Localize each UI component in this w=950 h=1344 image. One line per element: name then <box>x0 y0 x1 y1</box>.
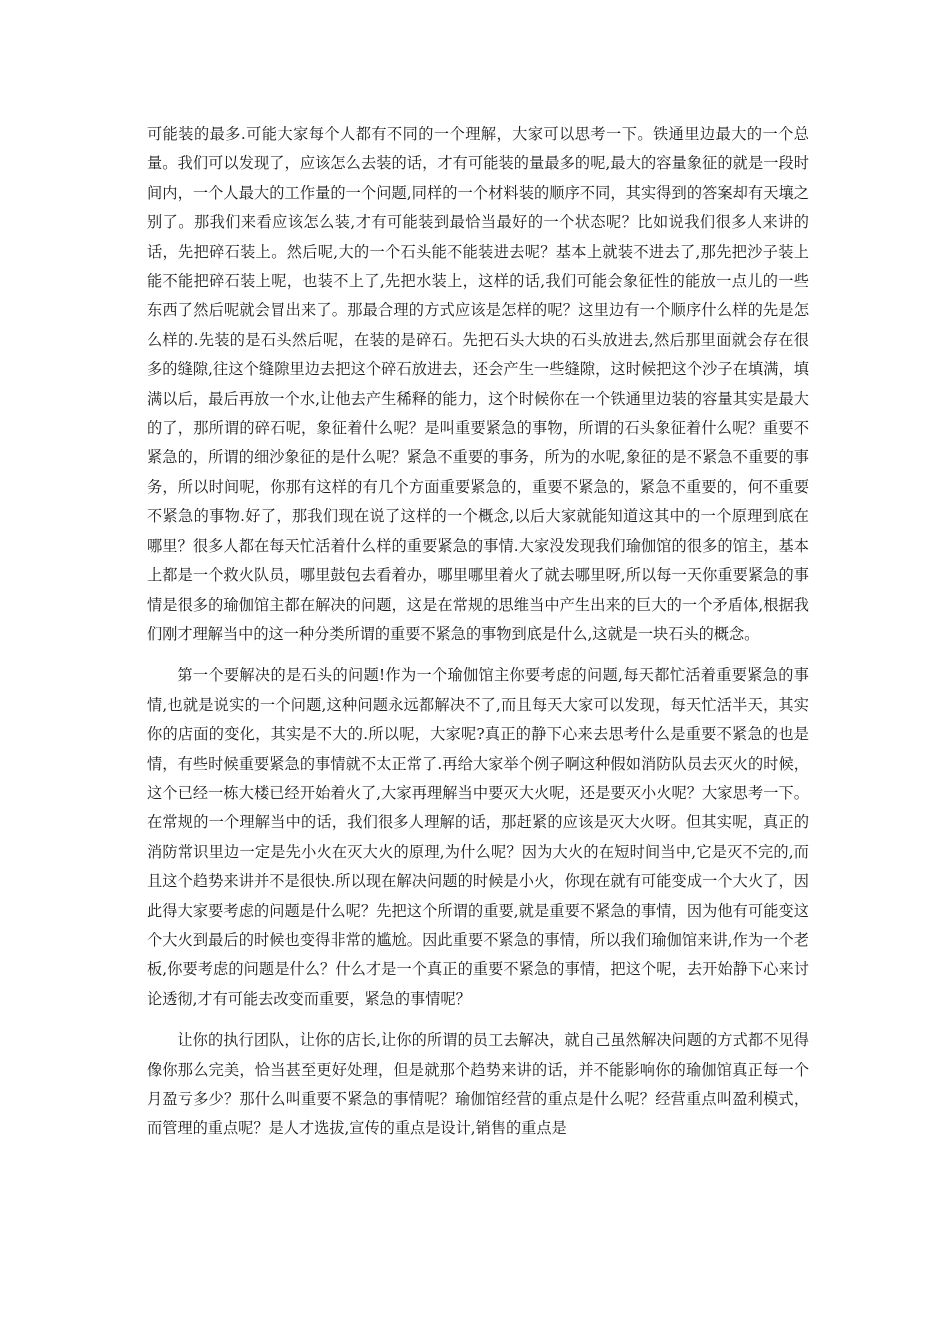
paragraph-spacer <box>147 649 809 661</box>
document-body <box>147 120 809 1144</box>
paragraph-3: 让你的执行团队，让你的店长,让你的所谓的员工去解决，就自己虽然解决问题的方式都不见得像你那么完美，恰当甚至更好处理，但是就那个趋势来讲的话，并不能影响你的瑜伽馆真正每一个月盈亏多少？那什么叫重要不紧急的事情呢？瑜伽馆经营的重点是什么呢？经营重点叫盈利模式，而管理的重点呢？是人才选拔,宣传的重点是设计,销售的重点是 <box>147 1031 809 1138</box>
paragraph-spacer <box>147 1014 809 1026</box>
paragraph-2: 第一个要解决的是石头的问题!作为一个瑜伽馆主你要考虑的问题,每天都忙活着重要紧急的事情,也就是说实的一个问题,这种问题永远都解决不了,而且每天大家可以发现，每天忙活半天，其实你的店面的变化，其实是不大的.所以呢，大家呢?真正的静下心来去思考什么是重要不紧急的也是情，有些时候重要紧急的事情就不太正常了.再给大家举个例子啊这种假如消防队员去灭火的时候，这个已经一栋大楼已经开始着火了,大家再理解当中要灭大火呢，还是要灭小火呢？大家思考一下。在常规的一个理解当中的话，我们很多人理解的话，那赶紧的应该是灭大火呀。但其实呢，真正的消防常识里边一定是先小火在灭大火的原理,为什么呢？因为大火的在短时间当中,它是灭不完的,而且这个趋势来讲并不是很快.所以现在解决问题的时候是小火，你现在就有可能变成一个大火了，因此得大家要考虑的问题是什么呢？先把这个所谓的重要,就是重要不紧急的事情，因为他有可能变这个大火到最后的时候也变得非常的尴尬。因此重要不紧急的事情，所以我们瑜伽馆来讲,作为一个老板,你要考虑的问题是什么？什么才是一个真正的重要不紧急的事情，把这个呢，去开始静下心来讨论透彻,才有可能去改变而重要，紧急的事情呢？ <box>147 666 809 1008</box>
paragraph-1: 可能装的最多.可能大家每个人都有不同的一个理解，大家可以思考一下。铁通里边最大的一个总量。我们可以发现了，应该怎么去装的话，才有可能装的量最多的呢,最大的容量象征的就是一段时间内，一个人最大的工作量的一个问题,同样的一个材料装的顺序不同，其实得到的答案却有天壤之别了。那我们来看应该怎么装,才有可能装到最恰当最好的一个状态呢？比如说我们很多人来讲的话，先把碎石装上。然后呢,大的一个石头能不能装进去呢？基本上就装不进去了,那先把沙子装上能不能把碎石装上呢，也装不上了,先把水装上，这样的话,我们可能会象征性的能放一点儿的一些东西了然后呢就会冒出来了。那最合理的方式应该是怎样的呢？这里边有一个顺序什么样的先是怎么样的.先装的是石头然后呢，在装的是碎石。先把石头大块的石头放进去,然后那里面就会存在很多的缝隙,往这个缝隙里边去把这个碎石放进去，还会产生一些缝隙，这时候把这个沙子在填满，填满以后，最后再放一个水,让他去产生稀释的能力，这个时候你在一个铁通里边装的容量其实是最大的了，那所谓的碎石呢，象征着什么呢？是叫重要紧急的事物，所谓的石头象征着什么呢？重要不紧急的，所谓的细沙象征的是什么呢？紧急不重要的事务，所为的水呢,象征的是不紧急不重要的事务，所以时间呢，你那有这样的有几个方面重要紧急的，重要不紧急的，紧急不重要的，何不重要不紧急的事物.好了，那我们现在说了这样的一个概念,以后大家就能知道这其中的一个原理到底在哪里？很多人都在每天忙活着什么样的重要紧急的事情.大家没发现我们瑜伽馆的很多的馆主，基本上都是一个救火队员，哪里鼓包去看着办，哪里哪里着火了就去哪里呀,所以每一天你重要紧急的事情是很多的瑜伽馆主都在解决的问题，这是在常规的思维当中产生出来的巨大的一个矛盾体,根据我们刚才理解当中的这一种分类所谓的重要不紧急的事物到底是什么,这就是一块石头的概念。 <box>147 125 809 643</box>
